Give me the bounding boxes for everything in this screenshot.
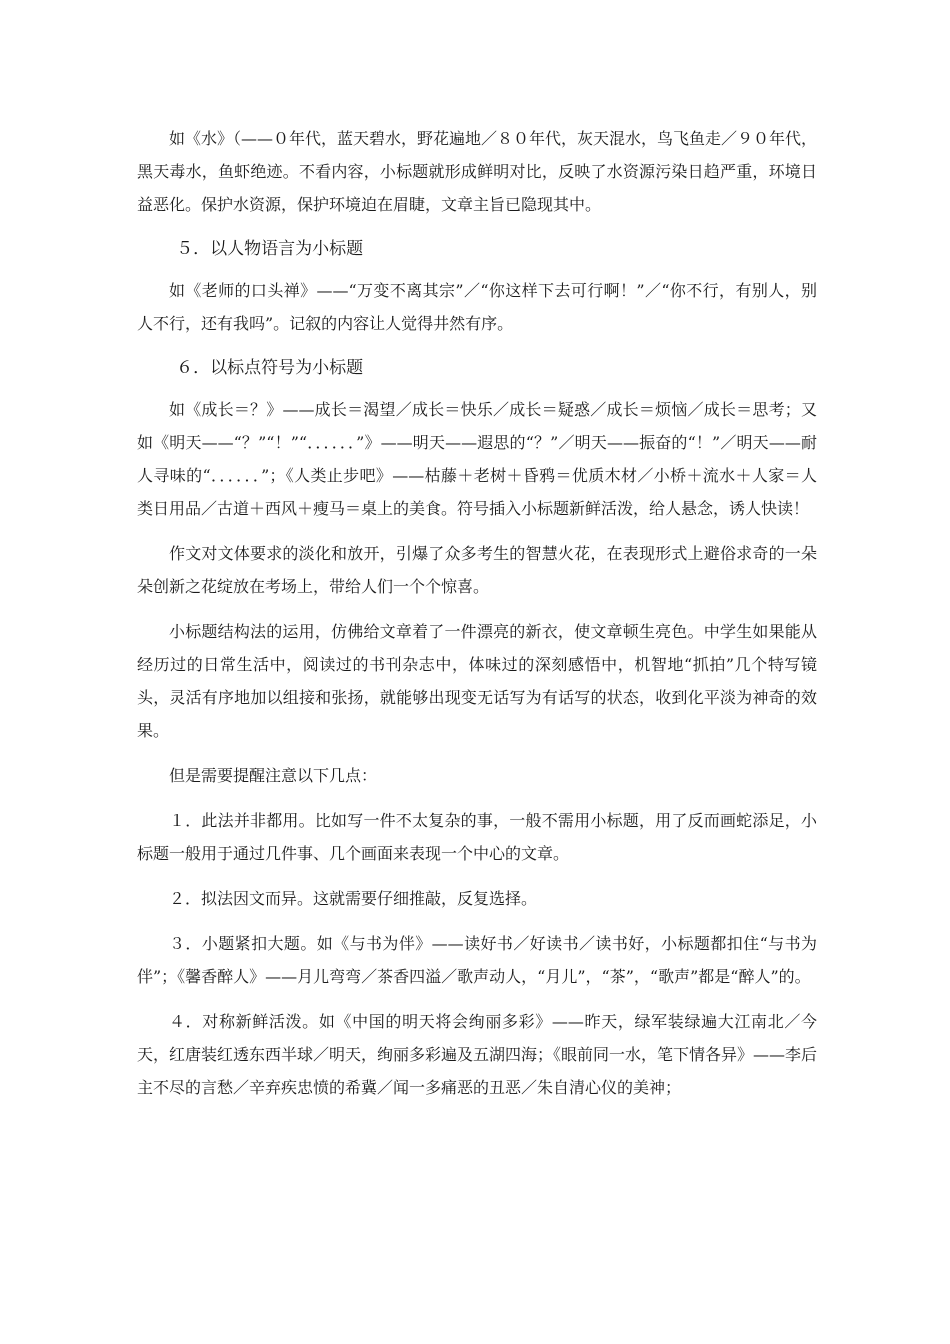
heading-character-language: ５．以人物语言为小标题	[176, 239, 364, 259]
paragraph-point-2: ２．拟法因文而异。这就需要仔细推敲，反复选择。	[169, 889, 538, 908]
heading-punctuation: ６．以标点符号为小标题	[176, 358, 364, 378]
paragraph-style-relaxation: 作文对文体要求的淡化和放开，引爆了众多考生的智慧火花，在表现形式上避俗求奇的一朵朵创新之花绽放在考场上，带给人们一个个惊喜。	[137, 544, 817, 596]
document-body	[137, 122, 817, 1116]
paragraph-attention-points: 但是需要提醒注意以下几点：	[169, 766, 378, 785]
paragraph-water-example: 如《水》（——０年代，蓝天碧水，野花遍地／８０年代，灰天混水，鸟飞鱼走／９０年代，黑天毒水，鱼虾绝迹。不看内容，小标题就形成鲜明对比，反映了水资源污染日趋严重，环境日益恶化。保护水资源，保护环境迫在眉睫，文章主旨已隐现其中。	[137, 129, 818, 214]
paragraph-point-3: ３．小题紧扣大题。如《与书为伴》——读好书／好读书／读书好，小标题都扣住“与书为伴”；《馨香醉人》——月儿弯弯／茶香四溢／歌声动人，“月儿”，“茶”，“歌声”都是“醉人”的。	[137, 934, 817, 986]
paragraph-point-1: １．此法并非都用。比如写一件不太复杂的事，一般不需用小标题，用了反而画蛇添足，小标题一般用于通过几件事、几个画面来表现一个中心的文章。	[137, 811, 817, 863]
paragraph-point-4: ４．对称新鲜活泼。如《中国的明天将会绚丽多彩》——昨天，绿军装绿遍大江南北／今天，红唐装红透东西半球／明天，绚丽多彩遍及五湖四海；《眼前同一水，笔下情各异》——李后主不尽的言愁／辛弃疾忠愤的希冀／闻一多痛恶的丑恶／朱自清心仪的美神；	[137, 1012, 818, 1097]
paragraph-subtitle-structure: 小标题结构法的运用，仿佛给文章着了一件漂亮的新衣，使文章顿生亮色。中学生如果能从经历过的日常生活中，阅读过的书刊杂志中，体味过的深刻感悟中，机智地“抓拍”几个特写镜头，灵活有序地加以组接和张扬，就能够出现变无话写为有话写的状态，收到化平淡为神奇的效果。	[137, 622, 817, 740]
paragraph-teacher-catchphrase: 如《老师的口头禅》——“万变不离其宗”／“你这样下去可行啊！”／“你不行，有别人，别人不行，还有我吗”。记叙的内容让人觉得井然有序。	[137, 281, 817, 333]
paragraph-punctuation-examples: 如《成长＝？》——成长＝渴望／成长＝快乐／成长＝疑惑／成长＝烦恼／成长＝思考；又如《明天——“？”“！”“．．．．．．”》——明天——遐思的“？”／明天——振奋的“！”／明天——耐人寻味的“．．．．．．”；《人类止步吧》——枯藤＋老树＋昏鸦＝优质木材／小桥＋流水＋人家＝人类日用品／古道＋西风＋瘦马＝桌上的美食。符号插入小标题新鲜活泼，给人悬念，诱人快读！	[137, 400, 817, 518]
